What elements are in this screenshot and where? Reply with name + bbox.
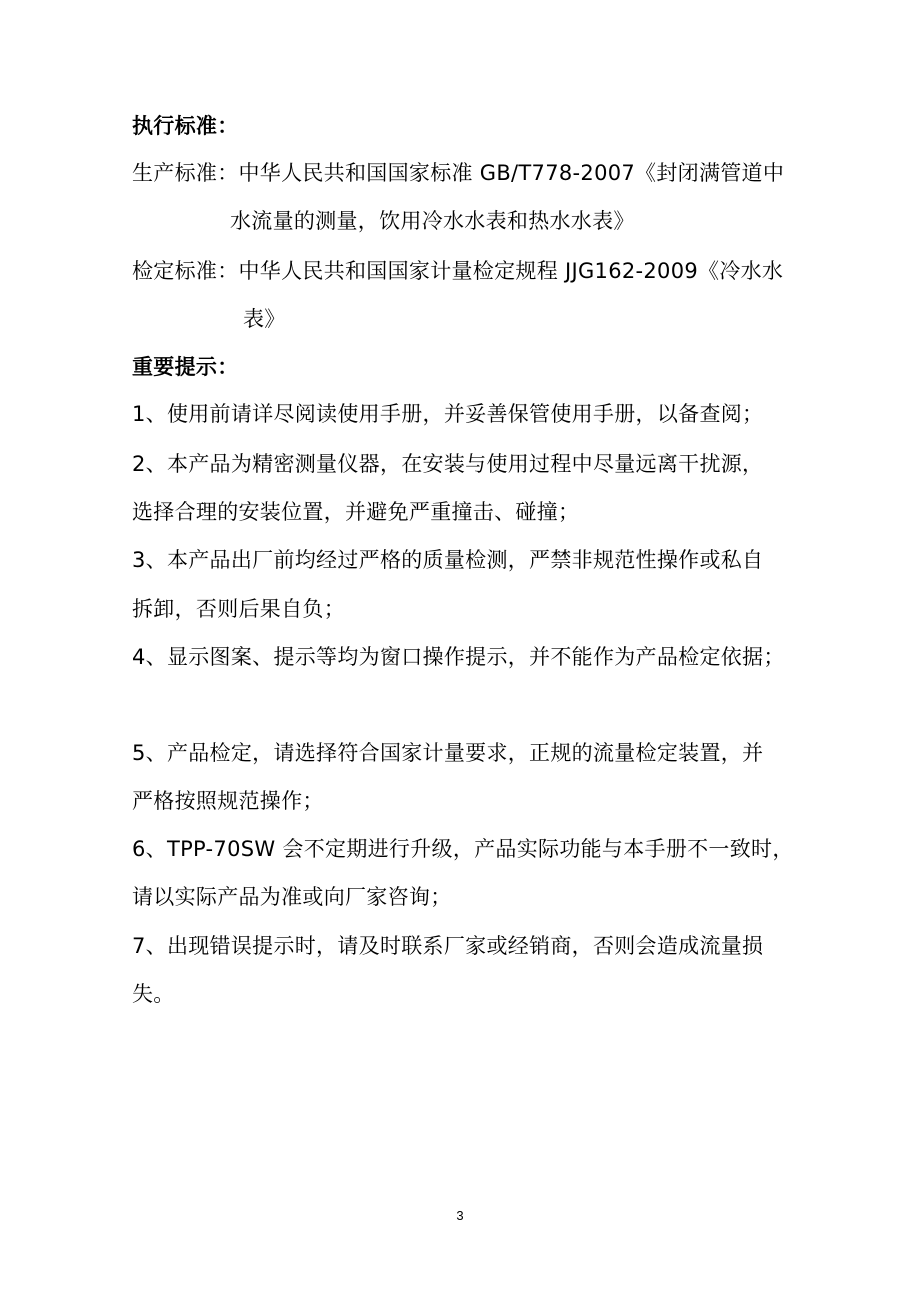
- note-item-6-line-1: 6、TPP-70SW 会不定期进行升级，产品实际功能与本手册不一致时，: [132, 837, 794, 861]
- note-item-3-line-2: 拆卸，否则后果自负；: [132, 597, 345, 621]
- note-item-1-line-1: 1、使用前请详尽阅读使用手册，并妥善保管使用手册，以备查阅；: [132, 402, 764, 426]
- production-standard-line-1: 生产标准：中华人民共和国国家标准 GB/T778-2007《封闭满管道中: [132, 161, 785, 185]
- note-item-5-line-1: 5、产品检定，请选择符合国家计量要求，正规的流量检定装置，并: [132, 741, 764, 765]
- page-number: 3: [456, 1208, 464, 1223]
- note-item-3-line-1: 3、本产品出厂前均经过严格的质量检测，严禁非规范性操作或私自: [132, 548, 764, 572]
- production-standard-line-2: 水流量的测量，饮用冷水水表和热水水表》: [230, 209, 635, 233]
- important-notes-heading: 重要提示：: [132, 355, 239, 379]
- note-item-5-line-2: 严格按照规范操作；: [132, 789, 324, 813]
- note-item-2-line-1: 2、本产品为精密测量仪器，在安装与使用过程中尽量远离干扰源，: [132, 452, 764, 476]
- note-item-4-line-1: 4、显示图案、提示等均为窗口操作提示，并不能作为产品检定依据；: [132, 645, 785, 669]
- standards-heading: 执行标准：: [132, 114, 239, 138]
- verification-standard-line-2: 表》: [243, 307, 286, 331]
- verification-standard-line-1: 检定标准：中华人民共和国国家计量检定规程 JJG162-2009《冷水水: [132, 259, 784, 283]
- note-item-7-line-1: 7、出现错误提示时，请及时联系厂家或经销商，否则会造成流量损: [132, 934, 764, 958]
- note-item-6-line-2: 请以实际产品为准或向厂家咨询；: [132, 885, 452, 909]
- note-item-2-line-2: 选择合理的安装位置，并避免严重撞击、碰撞；: [132, 500, 580, 524]
- note-item-7-line-2: 失。: [132, 982, 175, 1006]
